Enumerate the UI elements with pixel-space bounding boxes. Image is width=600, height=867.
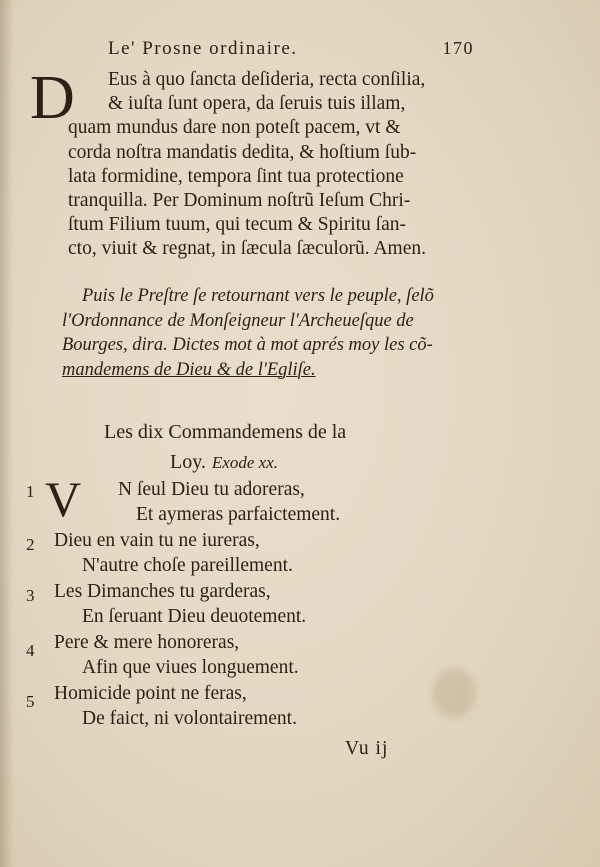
commandment-line: Dieu en vain tu ne iureras,	[54, 530, 260, 551]
scripture-reference: Exode xx.	[211, 453, 278, 472]
prayer-line: & iuſta ſunt opera, da ſeruis tuis illam,	[108, 93, 406, 115]
rubric-line: Puis le Preſtre ſe retournant vers le peuple, ſelõ	[82, 286, 434, 306]
commandment-line: Les Dimanches tu garderas,	[54, 581, 271, 602]
commandment-drop-cap: V	[45, 471, 82, 527]
commandment-line: N'autre choſe pareillement.	[82, 555, 293, 576]
section-title-word: Loy.	[170, 451, 206, 473]
commandment-line: De faict, ni volontairement.	[82, 708, 297, 729]
prayer-line: lata formidine, tempora ſint tua protectione	[68, 165, 404, 187]
commandment-line: En ſeruant Dieu deuotement.	[82, 606, 307, 627]
section-title-continued	[170, 451, 278, 474]
page-header	[108, 38, 474, 60]
prayer-line: ſtum Filium tuum, qui tecum & Spiritu ſan-	[68, 214, 406, 236]
running-title: Le' Prosne ordinaire.	[108, 38, 298, 59]
commandment-number: 2	[26, 535, 35, 554]
collect-prayer	[68, 68, 466, 262]
prayer-line: quam mundus dare non poteſt pacem, vt &	[68, 117, 401, 139]
commandment-line: Et aymeras parfaictement.	[136, 504, 341, 525]
commandment-line: N ſeul Dieu tu adoreras,	[118, 479, 305, 500]
paper-stain	[432, 668, 476, 718]
rubric-line: mandemens de Dieu & de l'Egliſe.	[62, 359, 316, 380]
prayer-line: tranquilla. Per Dominum noſtrũ Ieſum Chri-	[68, 190, 411, 212]
rubric-line: l'Ordonnance de Monſeigneur l'Archeueſque de	[62, 310, 414, 331]
page-number: 170	[442, 38, 474, 58]
prayer-line: Eus à quo ſancta deſideria, recta conſilia,	[108, 69, 426, 90]
commandment-line: Pere & mere honoreras,	[54, 632, 240, 653]
prayer-line: corda noſtra mandatis dedita, & hoſtium ſub-	[68, 141, 417, 163]
commandment-line: Afin que viues longuement.	[82, 657, 299, 678]
gutter-shadow	[0, 0, 14, 867]
prayer-drop-cap: D	[30, 64, 75, 132]
prayer-line: cto, viuit & regnat, in ſæcula ſæculorũ. Amen.	[68, 238, 426, 260]
rubric-line: Bourges, dira. Dictes mot à mot aprés moy les cõ-	[62, 335, 433, 355]
commandment-number: 5	[26, 692, 35, 711]
rubric-instruction	[62, 284, 472, 382]
signature-mark: Vu ij	[345, 738, 389, 759]
section-title: Les dix Commandemens de la	[104, 421, 347, 443]
commandment-number: 1	[26, 482, 35, 501]
commandment-number: 4	[26, 641, 35, 660]
commandment-line: Homicide point ne feras,	[54, 683, 247, 704]
commandment-number: 3	[26, 586, 35, 605]
